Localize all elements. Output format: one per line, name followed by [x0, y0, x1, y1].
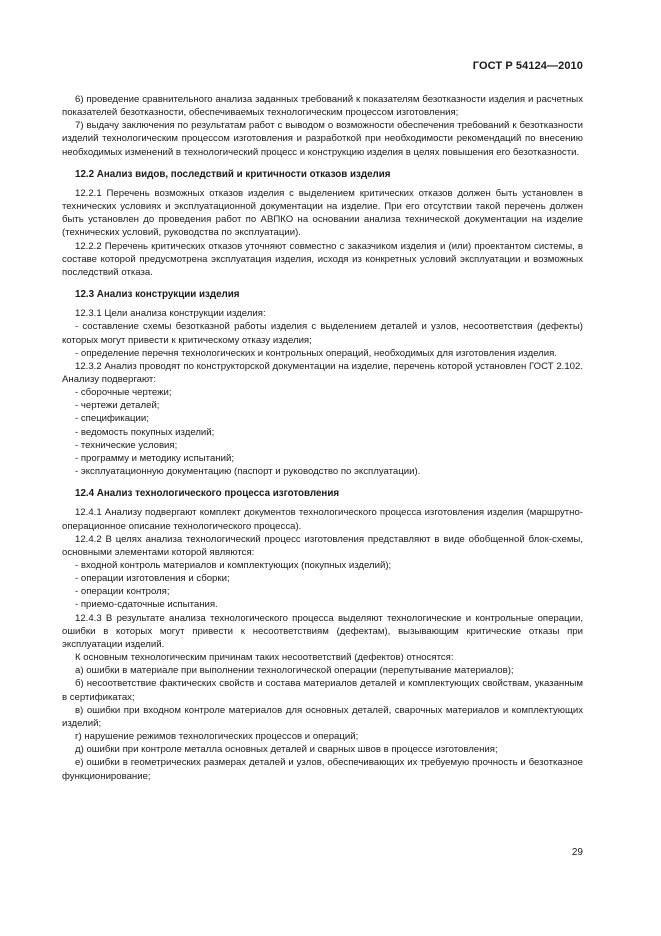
paragraph: б) несоответствие фактических свойств и состава материалов деталей и комплектующих свойствам, указанным в сертификатах; [62, 678, 583, 703]
paragraph: в) ошибки при входном контроле материалов для основных деталей, сварочных материалов и комплектующих изделий; [62, 704, 583, 729]
paragraph: 6) проведение сравнительного анализа заданных требований к показателям безотказности изделия и расчетных показателей безотказности, обеспечиваемых технологическим процессом изготовления; [62, 94, 583, 119]
paragraph: 12.2.2 Перечень критических отказов уточняют совместно с заказчиком изделия и (или) проектантом системы, в составе которой предусмотрена эксплуатация изделия, исходя из конкретных условий эксплуатации и возможных последствий отказа. [62, 240, 583, 278]
section-heading: 12.4 Анализ технологического процесса изготовления [75, 488, 340, 500]
list-item: - входной контроль материалов и комплектующих (покупных изделий); [75, 560, 392, 571]
paragraph: е) ошибки в геометрических размерах деталей и узлов, обеспечивающих их требуемую прочность и безотказное функционирование; [62, 757, 583, 782]
list-item: - приемо-сдаточные испытания. [75, 599, 218, 611]
list-item: - технические условия; [75, 439, 178, 451]
page-number: 29 [571, 847, 583, 858]
paragraph: 12.2.1 Перечень возможных отказов изделия с выделением критических отказов должен быть установлен в технических условиях и эксплуатационной документации на изделие. При его отсутствии такой перечень должен быть установлен до проведения работ по АВПКО на основании анализа технической документации на изделие (технических условий, руководства по эксплуатации). [62, 187, 583, 239]
list-item: - операции изготовления и сборки; [75, 573, 230, 585]
paragraph: 12.3.2 Анализ проводят по конструкторской документации на изделие, перечень которой установлен ГОСТ 2.102. Анализу подвергают: [62, 360, 583, 385]
paragraph: 7) выдачу заключения по результатам работ с выводом о возможности обеспечения требований к безотказности изделий технологическим процессом изготовления и разработкой при необходимости рекомендаций по внесению необходимых изменений в технологический процесс и конструкцию изделия в целях повышения его безотказности. [62, 120, 583, 158]
paragraph: 12.4.3 В результате анализа технологического процесса выделяют технологические и контрольные операции, ошибки в которых могут привести к несоответствиям (дефектам), вызывающим критические отказы при эксплуатации изделий. [62, 612, 583, 650]
list-item: - составление схемы безотказной работы изделия с выделением деталей и узлов, несоответствия (дефекты) которых могут привести к критическому отказу изделия; [62, 321, 583, 346]
paragraph: 12.3.1 Цели анализа конструкции изделия: [75, 308, 266, 320]
section-heading: 12.2 Анализ видов, последствий и критичности отказов изделия [75, 168, 391, 180]
paragraph: 12.4.1 Анализу подвергают комплект документов технологического процесса изготовления изделия (маршрутно-операционное описание технологического процесса). [62, 507, 583, 532]
paragraph: г) нарушение режимов технологических процессов и операций; [75, 731, 359, 743]
section-heading: 12.3 Анализ конструкции изделия [75, 289, 240, 301]
list-item: - спецификации; [75, 413, 149, 425]
standard-header: ГОСТ Р 54124—2010 [472, 60, 583, 72]
paragraph: д) ошибки при контроле металла основных деталей и сварных швов в процессе изготовления; [75, 744, 498, 756]
list-item: - чертежи деталей; [75, 400, 160, 412]
list-item: - сборочные чертежи; [75, 387, 172, 399]
list-item: - эксплуатационную документацию (паспорт и руководство по эксплуатации). [75, 466, 421, 478]
paragraph: К основным технологическим причинам таких несоответствий (дефектов) относятся: [75, 652, 454, 664]
paragraph: 12.4.2 В целях анализа технологический процесс изготовления представляют в виде обобщенной блок-схемы, основными элементами которой являются: [62, 533, 583, 558]
list-item: - ведомость покупных изделий; [75, 426, 215, 438]
paragraph: а) ошибки в материале при выполнении технологической операции (перепутывание материалов); [75, 665, 514, 677]
list-item: - операции контроля; [75, 586, 170, 598]
document-body [62, 93, 583, 783]
list-item: - программу и методику испытаний; [75, 452, 234, 464]
list-item: - определение перечня технологических и контрольных операций, необходимых для изготовления изделия. [75, 347, 557, 359]
